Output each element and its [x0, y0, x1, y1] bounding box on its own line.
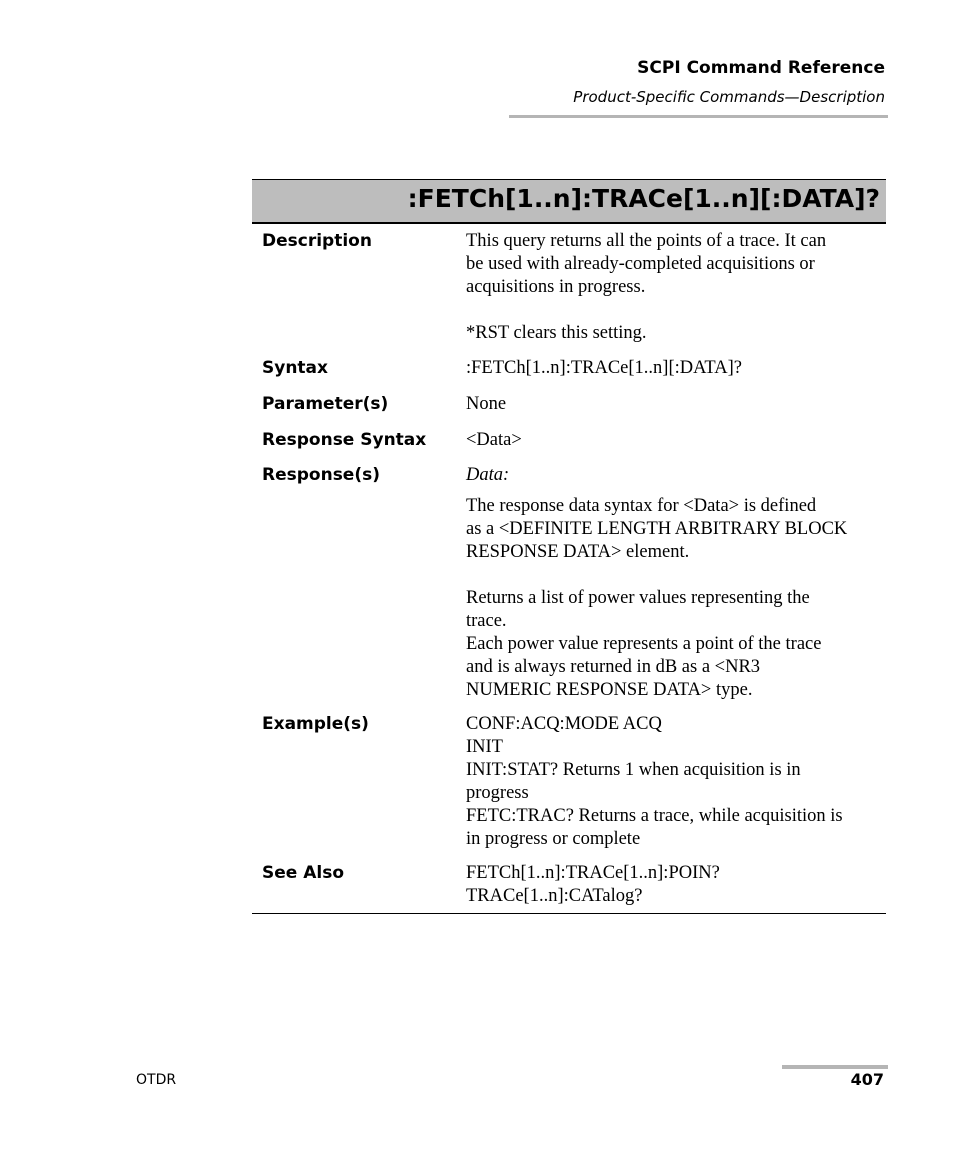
example-line: FETC:TRAC? Returns a trace, while acquisition is: [466, 806, 843, 826]
parameters-value: [466, 393, 886, 416]
see-also-line: FETCh[1..n]:TRACe[1..n]:POIN?: [466, 863, 720, 883]
footer-product: OTDR: [136, 1072, 177, 1088]
responses-label: Response(s): [262, 465, 380, 485]
example-line: CONF:ACQ:MODE ACQ: [466, 714, 662, 734]
response-syntax-label: Response Syntax: [262, 430, 427, 450]
running-header-title: SCPI Command Reference: [637, 58, 885, 78]
responses-line: trace.: [466, 611, 507, 631]
description-label: Description: [262, 231, 372, 251]
table-bottom-rule: [252, 913, 886, 914]
responses-line: RESPONSE DATA> element.: [466, 542, 690, 562]
syntax-value: [466, 357, 886, 380]
response-syntax-line: <Data>: [466, 430, 522, 450]
command-title-bar: [252, 179, 886, 224]
description-line: This query returns all the points of a trace. It can: [466, 231, 827, 251]
description-line: *RST clears this setting.: [466, 323, 647, 343]
header-divider: [509, 115, 888, 118]
examples-text: [466, 713, 886, 851]
example-line: INIT:STAT? Returns 1 when acquisition is in: [466, 760, 801, 780]
parameters-label: Parameter(s): [262, 394, 389, 414]
responses-line: as a <DEFINITE LENGTH ARBITRARY BLOCK: [466, 519, 848, 539]
parameters-line: None: [466, 394, 507, 414]
responses-line: NUMERIC RESPONSE DATA> type.: [466, 680, 753, 700]
see-also-label: See Also: [262, 863, 345, 883]
see-also-line: TRACe[1..n]:CATalog?: [466, 886, 643, 906]
description-line: [466, 299, 886, 322]
command-title: :FETCh[1..n]:TRACe[1..n][:DATA]?: [407, 184, 880, 213]
responses-text: [466, 495, 886, 702]
see-also-text: [466, 862, 886, 908]
examples-label: Example(s): [262, 714, 369, 734]
footer-divider: [782, 1065, 888, 1069]
example-line: in progress or complete: [466, 829, 641, 849]
responses-line: Each power value represents a point of the trace: [466, 634, 822, 654]
syntax-label: Syntax: [262, 358, 328, 378]
responses-line: and is always returned in dB as a <NR3: [466, 657, 761, 677]
description-line: be used with already-completed acquisitions or: [466, 254, 815, 274]
responses-param-name: [466, 464, 886, 487]
running-header-subtitle: Product-Specific Commands—Description: [573, 88, 885, 106]
syntax-line: :FETCh[1..n]:TRACe[1..n][:DATA]?: [466, 358, 742, 378]
description-line: acquisitions in progress.: [466, 277, 646, 297]
response-syntax-value: [466, 429, 886, 452]
page-number: 407: [850, 1070, 884, 1089]
responses-line: The response data syntax for <Data> is defined: [466, 496, 817, 516]
responses-line: Returns a list of power values representing the: [466, 588, 810, 608]
responses-param-line: Data:: [466, 465, 510, 485]
description-text: [466, 230, 886, 345]
example-line: progress: [466, 783, 529, 803]
example-line: INIT: [466, 737, 503, 757]
responses-line: [466, 564, 886, 587]
